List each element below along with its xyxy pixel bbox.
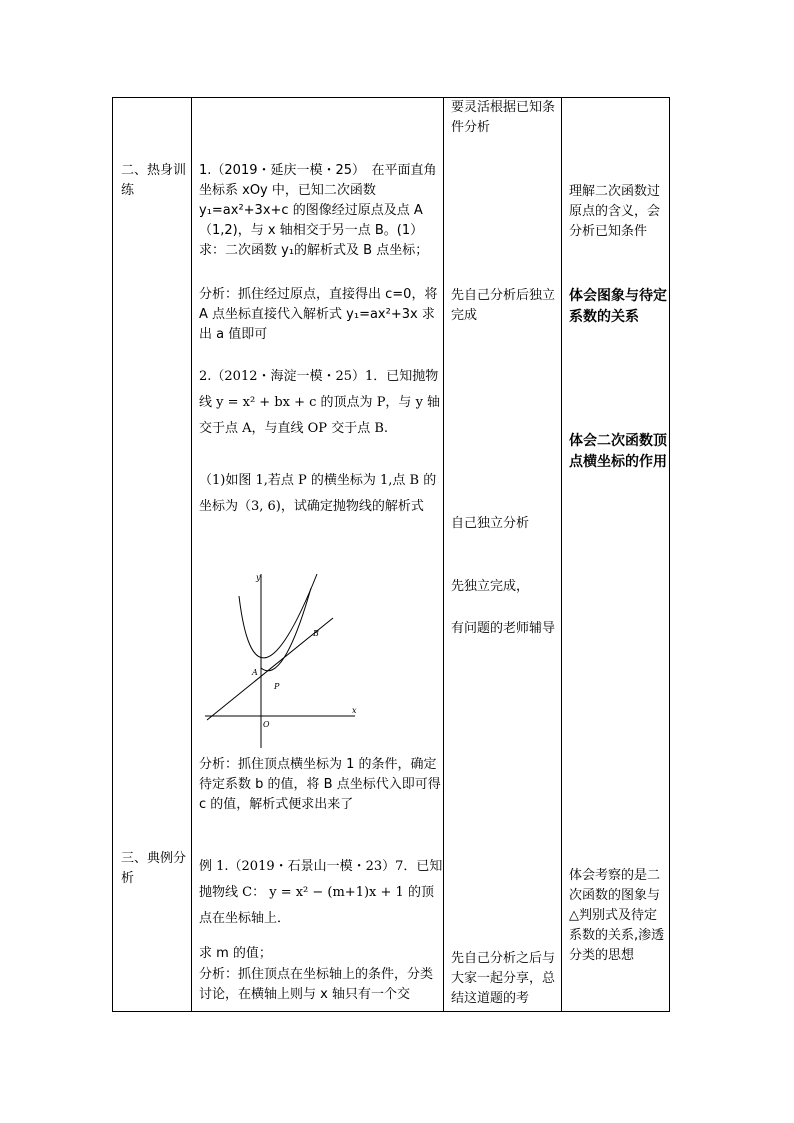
question-1: 1.（2019・延庆一模・25） 在平面直角坐标系 xOy 中，已知二次函数 y₁=ax²+3x+c 的图像经过原点及点 A（1,2)，与 x 轴相交于另一点 B。(1）求：二次函数 y₁的解析式及 B 点坐标； <box>199 163 437 258</box>
example-1: 例 1.（2019・石景山一模・23）7．已知抛物线 C： y = x² − (m+1)x + 1 的顶点在坐标轴上． <box>199 859 443 926</box>
question-1-analysis: 分析：抓住经过原点，直接得出 c=0，将 A 点坐标直接代入解析式 y₁=ax²+3x 求出 a 值即可 <box>199 287 438 342</box>
question-2-part-1: （1)如图 1,若点 P 的横坐标为 1,点 B 的坐标为（3, 6)，试确定抛物线的解析式 <box>199 473 437 514</box>
column-divider <box>443 98 444 1011</box>
method-example-1: 先自己分析之后与大家一起分享，总结这道题的考 <box>451 951 556 1006</box>
label-o: O <box>263 720 270 729</box>
parabola-2 <box>261 588 311 671</box>
example-1-question: 求 m 的值； <box>199 946 272 961</box>
goal-q2-key: 体会二次函数顶点横坐标的作用 <box>569 433 667 470</box>
goal-q1: 理解二次函数过原点的含义，会分析已知条件 <box>569 184 661 239</box>
goal-example-1: 体会考察的是二次函数的图象与△判别式及待定系数的关系,渗透分类的思想 <box>569 868 665 963</box>
label-a: A <box>252 668 258 677</box>
section-warmup: 二、热身训练 <box>121 163 187 198</box>
section-example: 三、典例分析 <box>121 851 187 886</box>
parabola-1 <box>239 574 317 658</box>
column-divider <box>191 98 192 1011</box>
column-divider <box>561 98 562 1011</box>
label-b: B <box>313 629 319 638</box>
question-2: 2.（2012・海淀一模・25）1．已知抛物线 y = x² + bx + c 的顶点为 P，与 y 轴交于点 A，与直线 OP 交于点 B. <box>199 369 441 436</box>
lesson-table <box>112 97 670 1012</box>
method-q1: 先自己分析后独立完成 <box>451 288 556 323</box>
method-q2-solve: 先独立完成， <box>451 579 530 594</box>
goal-q1-key: 体会图象与待定系数的关系 <box>569 288 667 325</box>
method-top: 要灵活根据已知条件分析 <box>451 100 556 135</box>
example-1-analysis: 分析：抓住顶点在坐标轴上的条件，分类讨论，在横轴上则与 x 轴只有一个交 <box>199 967 434 1002</box>
parabola-figure <box>203 570 359 750</box>
method-q2-analyze: 自己独立分析 <box>451 516 530 531</box>
label-p: P <box>274 682 280 691</box>
label-y: y <box>256 573 261 582</box>
question-2-analysis: 分析：抓住顶点横坐标为 1 的条件，确定待定系数 b 的值，将 B 点坐标代入即可得 c 的值，解析式便求出来了 <box>199 757 441 812</box>
label-x: x <box>352 706 357 715</box>
method-q2-tutor: 有问题的老师辅导 <box>451 621 556 636</box>
